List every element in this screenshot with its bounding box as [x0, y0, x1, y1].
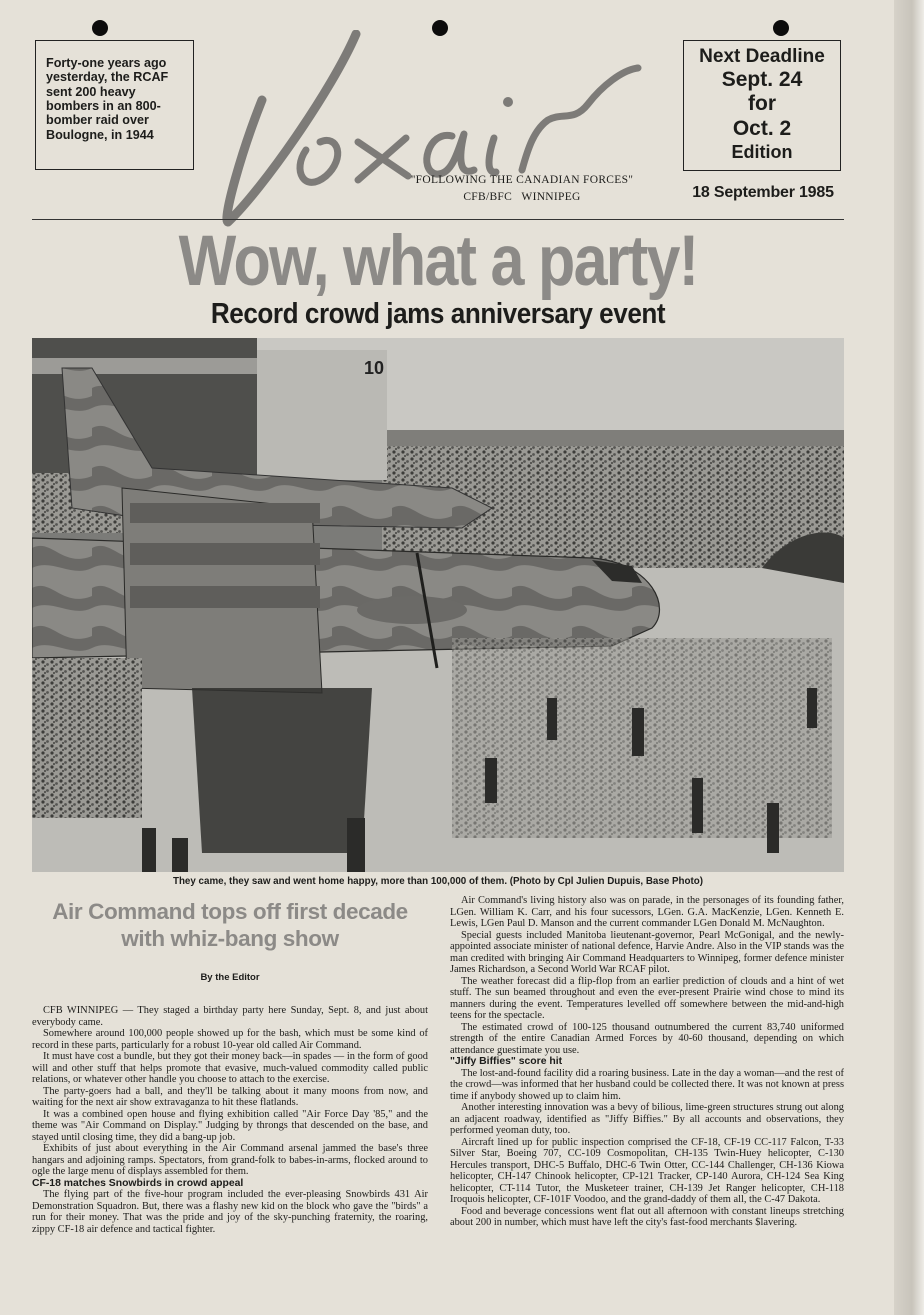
- story-paragraph: Special guests included Manitoba lieutenant-governor, Pearl McGonigal, and the newly-appointed associate minister of national defence, Harvie Andre. Also in the VIP stands was the man credited with bringing Air Command Headquarters to Winnipeg, former defence minister James Richardson, a Second World War RCAF pilot.: [450, 929, 844, 975]
- story-paragraph: The estimated crowd of 100-125 thousand outnumbered the current 83,740 uniformed strength of the entire Canadian Armed Forces by 40-60 thousand, depending on which attendance guestimate you use.: [450, 1021, 844, 1056]
- binder-hole-icon: [773, 20, 789, 36]
- story-paragraph: The lost-and-found facility did a roaring business. Late in the day a woman—and the rest of the crowd—was informed that her husband could be collected there. It was not known at press time if anybody showed up to claim him.: [450, 1067, 844, 1102]
- deadline-box: [683, 40, 841, 171]
- story-paragraph: The weather forecast did a flip-flop from an earlier prediction of clouds and a hint of wet stuff. The sun beamed throughout and even the ever-present Prairie wind chose to mind its manners during the event. Temperatures levelled off somewhere between the mid-and-high teens for the spectacle.: [450, 975, 844, 1021]
- deadline-line2: Sept. 24: [721, 68, 803, 91]
- story-paragraph: Somewhere around 100,000 people showed up for the bash, which must be some kind of record in these parts, particularly for a robust 10-year old called Air Command.: [32, 1028, 428, 1051]
- story-paragraph: Exhibits of just about everything in the Air Command arsenal jammed the base's three hangars and adjoining ramps. Spectators, from grand-folk to babes-in-arms, flocked around to ogle the large menu of displays assembled for them.: [32, 1143, 428, 1177]
- story-paragraph: Air Command's living history also was on parade, in the personages of its founding father, LGen. William K. Carr, and his four sucessors, LGen. G.A. MacKenzie, LGen. Kenneth E. Lewis, LGen Paul D. Manson and the current commander LGen Donald M. McNaughton.: [450, 895, 844, 929]
- story-paragraph: Food and beverage concessions went flat out all afternoon with constant lineups stretching about 200 in number, which must have left the city's fast-food merchants $lavering.: [450, 1205, 844, 1228]
- sub-headline: Record crowd jams anniversary event: [210, 298, 666, 330]
- story-paragraph: It was a combined open house and flying exhibition called "Air Force Day '85," and the theme was "Air Command on Display." Judging by throngs that descended on the base, and stayed until closing time, they did a bang-up job.: [32, 1108, 428, 1143]
- air-show-photo-icon: [32, 338, 844, 872]
- masthead-motto: [372, 172, 672, 205]
- front-page-photo: [32, 338, 844, 872]
- main-headline: Wow, what a party!: [178, 222, 698, 301]
- story-subhead: CF-18 matches Snowbirds in crowd appeal: [32, 1177, 244, 1189]
- story-paragraph: CFB WINNIPEG — They staged a birthday party here Sunday, Sept. 8, and just about everybody came.: [32, 1005, 428, 1028]
- hangar-number: 10: [364, 358, 385, 378]
- story-paragraph: The party-goers had a ball, and they'll be talking about it many moons from now, and waiting for the next air show extravaganza to hit these flatlands.: [32, 1085, 428, 1108]
- deadline-line3: for: [748, 92, 776, 115]
- story-paragraph: Another interesting innovation was a bevy of bilious, lime-green structures strung out along an adjacent roadway, identified as "Jiffy Biffies." By all accounts and observations, they performed yeoman duty, too.: [450, 1102, 844, 1136]
- deadline-line4: Oct. 2: [732, 117, 792, 140]
- binder-hole-icon: [92, 20, 108, 36]
- story-byline: By the Editor: [200, 972, 260, 983]
- photo-caption: They came, they saw and went home happy, more than 100,000 of them. (Photo by Cpl Julien Dupuis, Base Photo): [172, 876, 704, 887]
- base-name: CFB/BFC WINNIPEG: [463, 190, 581, 203]
- motto-text: "FOLLOWING THE CANADIAN FORCES": [410, 174, 634, 186]
- story-paragraph: The flying part of the five-hour program included the ever-pleasing Snowbirds 431 Air Demonstration Squadron. But, there was a flashy new kid on the block who gave the "birds" a run for their money. That was the pride and joy of the sky-punching fraternity, the roaring, zippy CF-18 air defence and tactical fighter.: [32, 1189, 428, 1235]
- page-edge: [894, 0, 924, 1315]
- story-paragraph: Aircraft lined up for public inspection comprised the CF-18, CF-19 CC-117 Falcon, T-33 Silver Star, Boeing 707, CC-109 Cosmopolitan, CH-135 Twin-Huey helicopter, C-130 Hercules transport, DHC-5 Buffalo, DHC-6 Twin Otter, CC-144 Challenger, CH-136 Kiowa helicopter, CH-147 Chinook helicopter, CP-121 Tracker, CP-140 Aurora, CH-124 Sea King helicopter, CT-114 Tutor, the Musketeer trainer, CH-139 Jet Ranger helicopter, CH-118 Iroquois helicopter, CF-101F Voodoo, and the grand-daddy of them all, the C-47 Dakota.: [450, 1136, 844, 1205]
- deadline-line5: Edition: [731, 142, 793, 162]
- deadline-line1: Next Deadline: [699, 46, 825, 67]
- masthead-ear-left: Forty-one years ago yesterday, the RCAF sent 200 heavy bombers in an 800-bomber raid over Boulogne, in 1944: [35, 40, 194, 170]
- story-column-2: [450, 895, 844, 1229]
- story-paragraph: It must have cost a bundle, but they got their money back—in spades — in the form of good will and other stuff that helps promote that evasive, much-valued commodity called public relations, or whatever other handle you choose to attach to the exercise.: [32, 1051, 428, 1085]
- story-subhead: "Jiffy Biffies" score hit: [450, 1056, 563, 1067]
- story-column-1: [32, 1005, 428, 1235]
- story-headline: Air Command tops off first decade with whiz-bang show: [52, 899, 408, 951]
- issue-date: 18 September 1985: [692, 184, 834, 201]
